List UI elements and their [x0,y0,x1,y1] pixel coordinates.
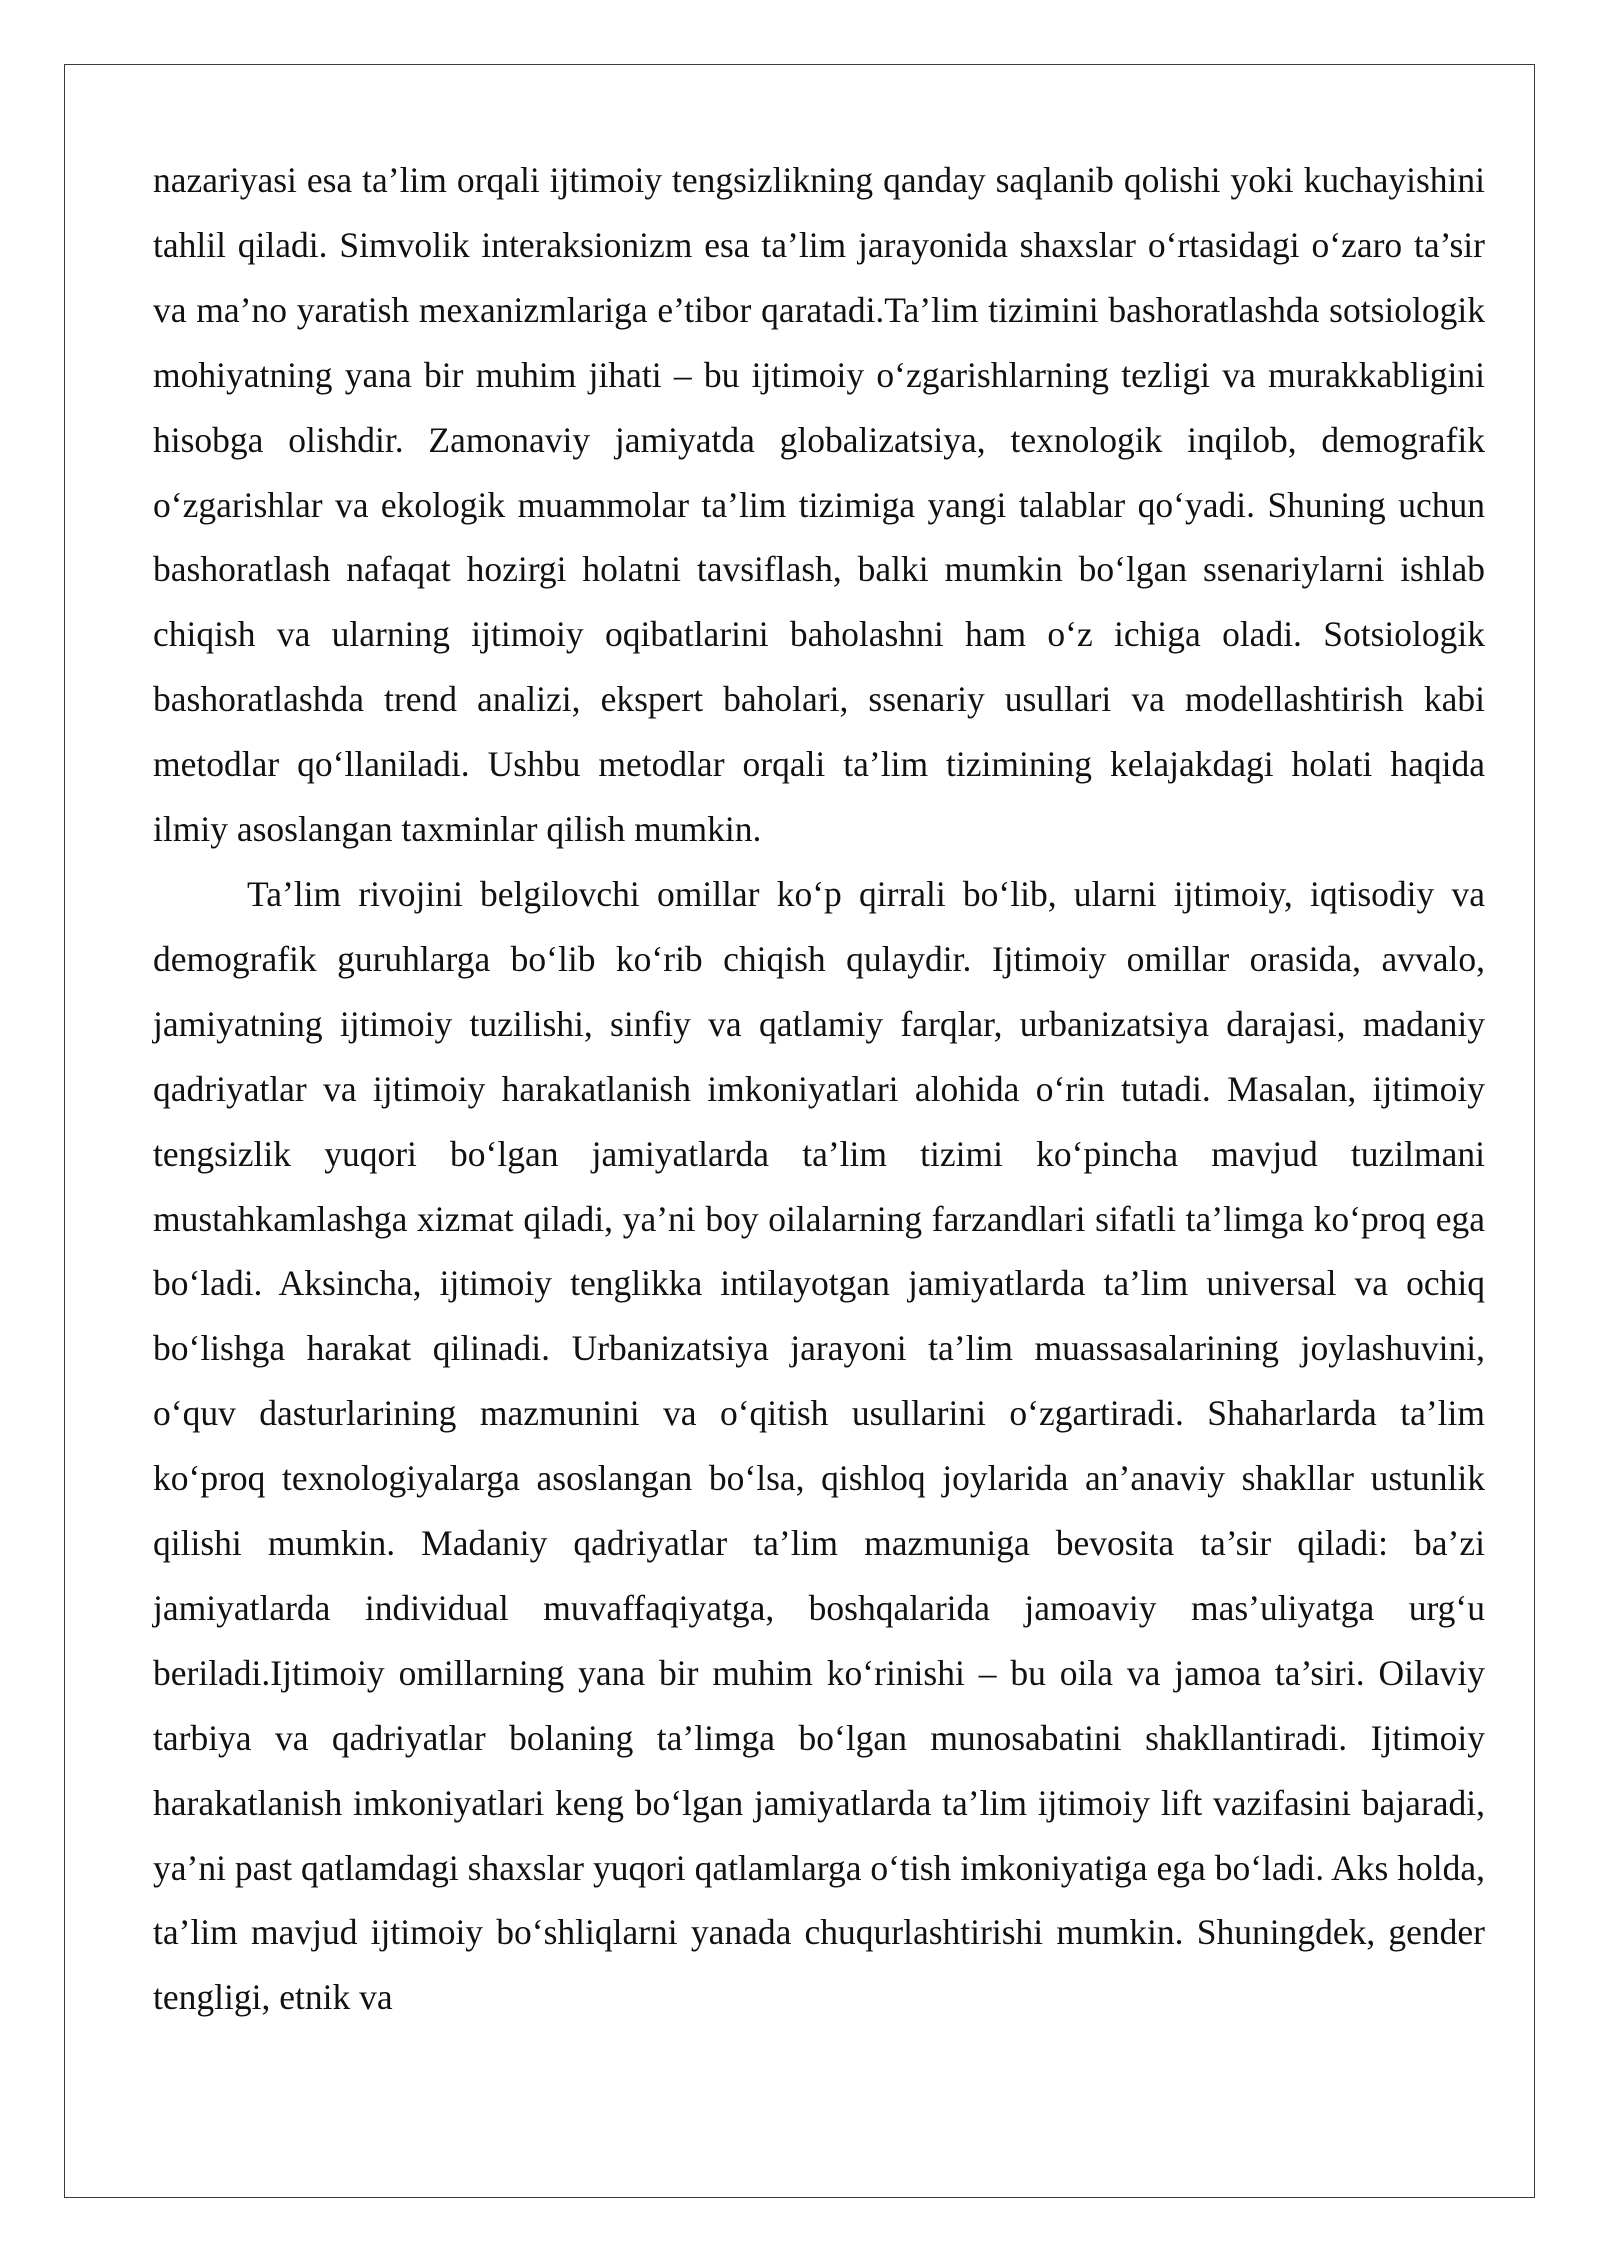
document-body [153,148,1485,2030]
paragraph-continuation: nazariyasi esa ta’lim orqali ijtimoiy tengsizlikning qanday saqlanib qolishi yoki kuchayishini tahlil qiladi. Simvolik interaksionizm esa ta’lim jarayonida shaxslar o‘rtasidagi o‘zaro ta’sir va ma’no yaratish mexanizmlariga e’tibor qaratadi.Ta’lim tizimini bashoratlashda sotsiologik mohiyatning yana bir muhim jihati – bu ijtimoiy o‘zgarishlarning tezligi va murakkabligini hisobga olishdir. Zamonaviy jamiyatda globalizatsiya, texnologik inqilob, demografik o‘zgarishlar va ekologik muammolar ta’lim tizimiga yangi talablar qo‘yadi. Shuning uchun bashoratlash nafaqat hozirgi holatni tavsiflash, balki mumkin bo‘lgan ssenariylarni ishlab chiqish va ularning ijtimoiy oqibatlarini baholashni ham o‘z ichiga oladi. Sotsiologik bashoratlashda trend analizi, ekspert baholari, ssenariy usullari va modellashtirish kabi metodlar qo‘llaniladi. Ushbu metodlar orqali ta’lim tizimining kelajakdagi holati haqida ilmiy asoslangan taxminlar qilish mumkin. [153,160,1485,850]
paragraph-education-factors: Ta’lim rivojini belgilovchi omillar ko‘p qirrali bo‘lib, ularni ijtimoiy, iqtisodiy va demografik guruhlarga bo‘lib ko‘rib chiqish qulaydir. Ijtimoiy omillar orasida, avvalo, jamiyatning ijtimoiy tuzilishi, sinfiy va qatlamiy farqlar, urbanizatsiya darajasi, madaniy qadriyatlar va ijtimoiy harakatlanish imkoniyatlari alohida o‘rin tutadi. Masalan, ijtimoiy tengsizlik yuqori bo‘lgan jamiyatlarda ta’lim tizimi ko‘pincha mavjud tuzilmani mustahkamlashga xizmat qiladi, ya’ni boy oilalarning farzandlari sifatli ta’limga ko‘proq ega bo‘ladi. Aksincha, ijtimoiy tenglikka intilayotgan jamiyatlarda ta’lim universal va ochiq bo‘lishga harakat qilinadi. Urbanizatsiya jarayoni ta’lim muassasalarining joylashuvini, o‘quv dasturlarining mazmunini va o‘qitish usullarini o‘zgartiradi. Shaharlarda ta’lim ko‘proq texnologiyalarga asoslangan bo‘lsa, qishloq joylarida an’anaviy shakllar ustunlik qilishi mumkin. Madaniy qadriyatlar ta’lim mazmuniga bevosita ta’sir qiladi: ba’zi jamiyatlarda individual muvaffaqiyatga, boshqalarida jamoaviy mas’uliyatga urg‘u beriladi.Ijtimoiy omillarning yana bir muhim ko‘rinishi – bu oila va jamoa ta’siri. Oilaviy tarbiya va qadriyatlar bolaning ta’limga bo‘lgan munosabatini shakllantiradi. Ijtimoiy harakatlanish imkoniyatlari keng bo‘lgan jamiyatlarda ta’lim ijtimoiy lift vazifasini bajaradi, ya’ni past qatlamdagi shaxslar yuqori qatlamlarga o‘tish imkoniyatiga ega bo‘ladi. Aks holda, ta’lim mavjud ijtimoiy bo‘shliqlarni yanada chuqurlashtirishi mumkin. Shuningdek, gender tengligi, etnik va [153,873,1485,2018]
